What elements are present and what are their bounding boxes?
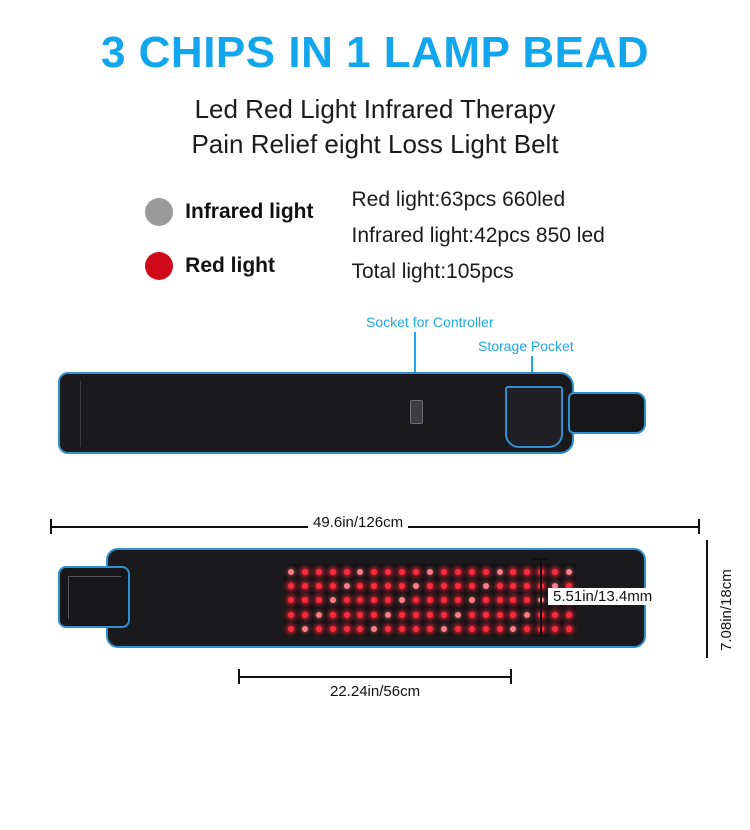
belt-top-illustration [0,310,750,470]
led-dot [469,612,475,618]
led-dot [344,612,350,618]
led-dot [302,597,308,603]
legend-label-red: Red light [185,254,275,278]
led-dot [399,612,405,618]
controller-socket-icon [410,400,423,424]
led-dot [371,597,377,603]
led-dot [330,583,336,589]
led-dot [413,597,419,603]
led-dot [427,583,433,589]
led-dot [497,626,503,632]
led-dot [344,626,350,632]
led-dot [524,626,530,632]
led-dot [288,569,294,575]
led-dot [385,569,391,575]
led-dot [483,583,489,589]
led-dot [483,597,489,603]
panel-width-tick-left [238,669,240,684]
led-dot [302,612,308,618]
led-dot [330,597,336,603]
led-dot [455,583,461,589]
led-dot [427,612,433,618]
legend-label-infrared: Infrared light [185,200,314,224]
led-dot [483,626,489,632]
legend-item-red [145,252,313,280]
legend-and-specs [0,188,750,284]
led-dot [302,583,308,589]
led-dot [316,612,322,618]
led-dot [357,626,363,632]
total-height-line [706,540,708,658]
led-dot [510,612,516,618]
led-dot [413,583,419,589]
led-dot [524,612,530,618]
led-dot [316,626,322,632]
led-dot [385,626,391,632]
led-dot [385,612,391,618]
belt-bottom-strap [58,566,130,628]
spec-red-light: Red light:63pcs 660led [351,188,566,212]
led-dot [483,569,489,575]
led-dot [330,626,336,632]
led-dot [357,569,363,575]
storage-pocket-shape [505,386,563,448]
led-dot [288,626,294,632]
led-dot [469,626,475,632]
led-dot [330,612,336,618]
led-dot [316,583,322,589]
panel-height-label: 5.51in/13.4mm [548,588,657,605]
led-dot [371,612,377,618]
panel-width-tick-right [510,669,512,684]
led-dot [316,569,322,575]
led-dot [330,569,336,575]
led-dot [302,626,308,632]
spec-total-light: Total light:105pcs [351,260,514,284]
led-dot [552,612,558,618]
led-dot [524,583,530,589]
total-length-tick-left [50,519,52,534]
led-dot [469,583,475,589]
panel-height-line [540,558,542,636]
led-dot [288,583,294,589]
led-dot [455,569,461,575]
spec-infrared-light: Infrared light:42pcs 850 led [351,224,605,248]
led-dot [413,612,419,618]
page-subtitle [0,92,750,162]
total-length-tick-right [698,519,700,534]
led-dot [497,569,503,575]
led-dot [371,583,377,589]
led-dot [524,597,530,603]
infrared-dot-icon [145,198,173,226]
belt-top-strap [568,392,646,434]
led-dot [316,597,322,603]
led-dot [497,583,503,589]
led-dot [552,626,558,632]
led-dot [566,626,572,632]
led-dot [441,583,447,589]
led-dot [427,597,433,603]
led-dot [497,597,503,603]
led-dot [566,612,572,618]
led-dot [455,612,461,618]
total-height-label: 7.08in/18cm [718,565,735,657]
led-dot [510,626,516,632]
panel-height-tick-top [532,558,548,560]
led-dot [524,569,530,575]
total-length-label: 49.6in/126cm [308,514,408,531]
led-dot [399,626,405,632]
led-dot [441,612,447,618]
led-dot [483,612,489,618]
specs-list [352,188,605,284]
led-dot [552,569,558,575]
legend-item-infrared [145,198,313,226]
led-dot [413,626,419,632]
led-dot [399,569,405,575]
led-dot [497,612,503,618]
red-dot-icon [145,252,173,280]
belt-top-graphic [58,372,646,454]
led-dot [427,569,433,575]
led-dot [371,626,377,632]
panel-height-tick-bottom [532,635,548,637]
led-dot [469,597,475,603]
led-dot [441,597,447,603]
led-dot [344,583,350,589]
led-dot [510,597,516,603]
dimension-diagram [0,508,750,728]
panel-width-line [238,676,512,678]
page-subtitle-line-1: Led Red Light Infrared Therapy [194,94,556,125]
led-dot [288,597,294,603]
led-dot [371,569,377,575]
callout-pocket-label: Storage Pocket [478,338,574,355]
led-dot [413,569,419,575]
led-dot [469,569,475,575]
led-dot [357,597,363,603]
panel-width-label: 22.24in/56cm [325,683,425,700]
led-dot [385,597,391,603]
led-dot [455,626,461,632]
led-dot [399,597,405,603]
legend [145,188,313,284]
led-dot [344,597,350,603]
page-title: 3 CHIPS IN 1 LAMP BEAD [100,28,650,77]
led-dot [344,569,350,575]
led-dot [399,583,405,589]
led-dot [427,626,433,632]
callout-socket-label: Socket for Controller [366,314,494,331]
led-dot [510,569,516,575]
led-dot [455,597,461,603]
led-dot [357,583,363,589]
led-dot [357,612,363,618]
belt-top-body [58,372,574,454]
led-dot [302,569,308,575]
led-dot [385,583,391,589]
led-dot [288,612,294,618]
led-dot [510,583,516,589]
led-panel [284,564,576,636]
page-subtitle-line-2: Pain Relief eight Loss Light Belt [191,129,559,160]
led-dot [441,626,447,632]
led-dot [566,569,572,575]
led-dot [441,569,447,575]
